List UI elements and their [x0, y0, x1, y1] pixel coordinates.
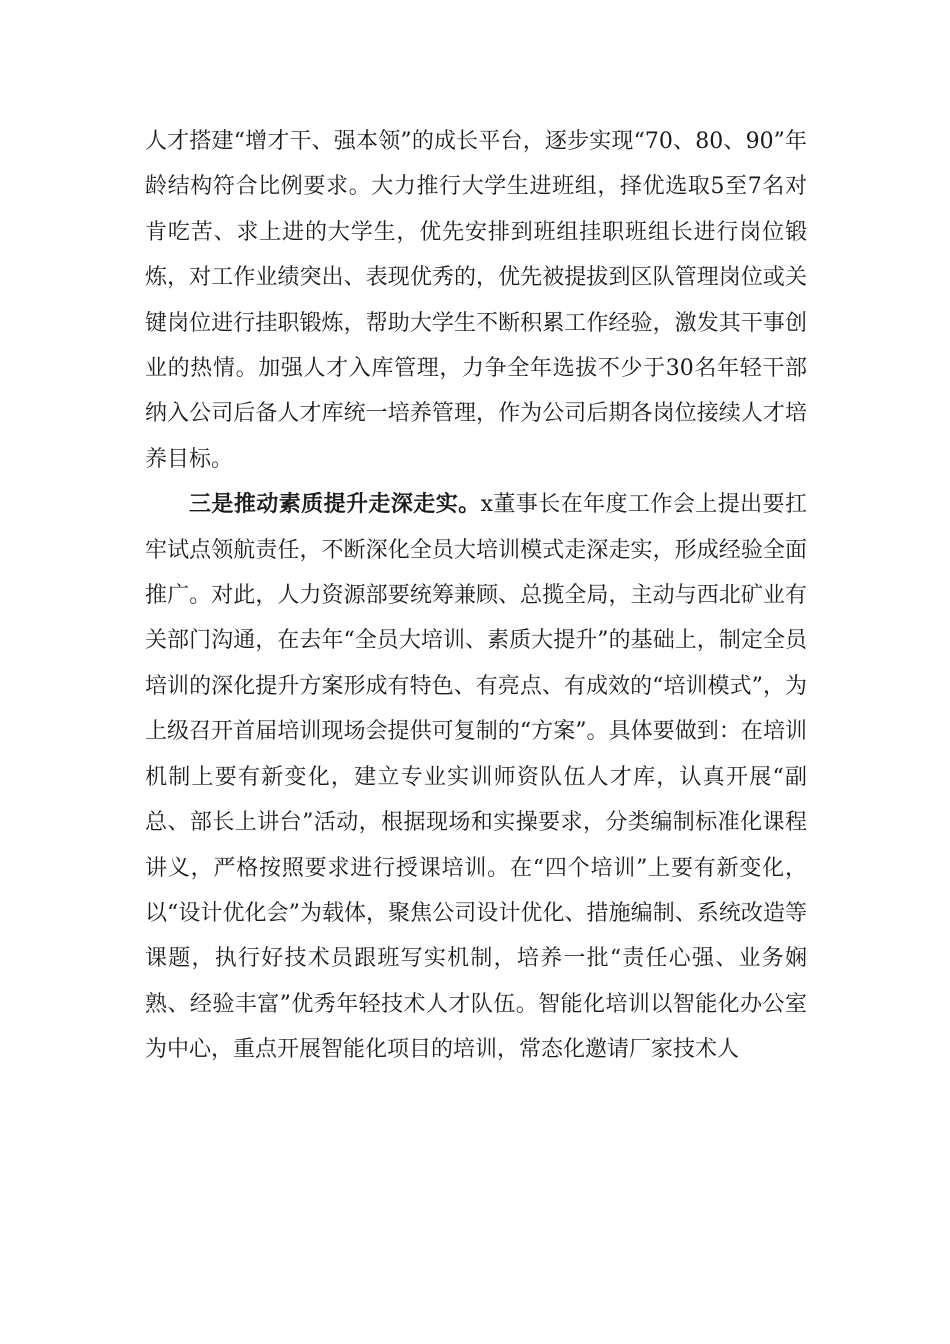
document-body	[145, 119, 807, 1073]
paragraph-continuation	[145, 119, 807, 482]
paragraph-lead-heading: 三是推动素质提升走深走实。	[189, 491, 481, 518]
paragraph-section-three	[145, 482, 807, 1072]
paragraph-text: 人才搭建“增才干、强本领”的成长平台，逐步实现“70、80、90”年龄结构符合比例要求。大力推行大学生进班组，择优选取5至7名对肯吃苦、求上进的大学生，优先安排到班组挂职班组长进行岗位锻炼，对工作业绩突出、表现优秀的，优先被提拔到区队管理岗位或关键岗位进行挂职锻炼，帮助大学生不断积累工作经验，激发其干事创业的热情。加强人才入库管理，力争全年选拔不少于30名年轻干部纳入公司后备人才库统一培养管理，作为公司后期各岗位接续人才培养目标。	[145, 129, 807, 472]
paragraph-text: x董事长在年度工作会上提出要扛牢试点领航责任，不断深化全员大培训模式走深走实，形成经验全面推广。对此，人力资源部要统筹兼顾、总揽全局，主动与西北矿业有关部门沟通，在去年“全员大培训、素质大提升”的基础上，制定全员培训的深化提升方案形成有特色、有亮点、有成效的“培训模式”，为上级召开首届培训现场会提供可复制的“方案”。具体要做到：在培训机制上要有新变化，建立专业实训师资队伍人才库，认真开展“副总、部长上讲台”活动，根据现场和实操要求，分类编制标准化课程讲义，严格按照要求进行授课培训。在“四个培训”上要有新变化，以“设计优化会”为载体，聚焦公司设计优化、措施编制、系统改造等课题，执行好技术员跟班写实机制，培养一批“责任心强、业务娴熟、经验丰富”优秀年轻技术人才队伍。智能化培训以智能化办公室为中心，重点开展智能化项目的培训，常态化邀请厂家技术人	[145, 492, 807, 1063]
